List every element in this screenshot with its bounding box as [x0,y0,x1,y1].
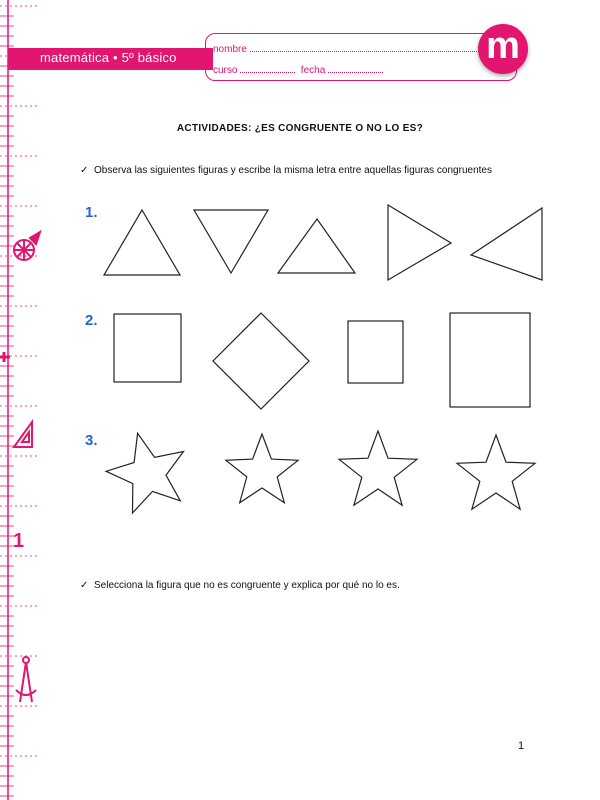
row-number-2: 2. [85,312,98,329]
square-2 [213,313,309,409]
logo: m [478,24,528,74]
page-number: 1 [518,740,525,752]
square-4 [450,313,530,407]
instruction-1: ✓ Observa las siguientes figuras y escribe la misma letra entre aquellas figuras congruentes [80,165,492,176]
triangle-5 [471,208,542,280]
triangle-4 [388,205,451,280]
square-3 [348,321,403,383]
triangle-1 [104,210,180,275]
nombre-field[interactable]: nombre [213,42,485,55]
row-number-1: 1. [85,204,98,221]
digit-one-icon: 1 [13,530,25,552]
page-title: ACTIVIDADES: ¿ES CONGRUENTE O NO LO ES? [176,123,424,134]
star-4 [457,435,535,509]
checkmark-icon: ✓ [80,580,89,591]
square-1 [114,314,181,382]
triangle-3 [278,219,355,273]
triangle-2 [194,210,268,273]
curso-fecha-field[interactable]: curso fecha [213,63,383,76]
row-number-3: 3. [85,432,98,449]
star-2 [226,434,298,503]
checkmark-icon: ✓ [80,165,89,176]
star-1 [106,433,183,513]
star-3 [339,431,417,505]
subject-label: matemática • 5º básico [40,50,177,65]
instruction-2: ✓ Selecciona la figura que no es congruente y explica por qué no lo es. [80,580,400,591]
